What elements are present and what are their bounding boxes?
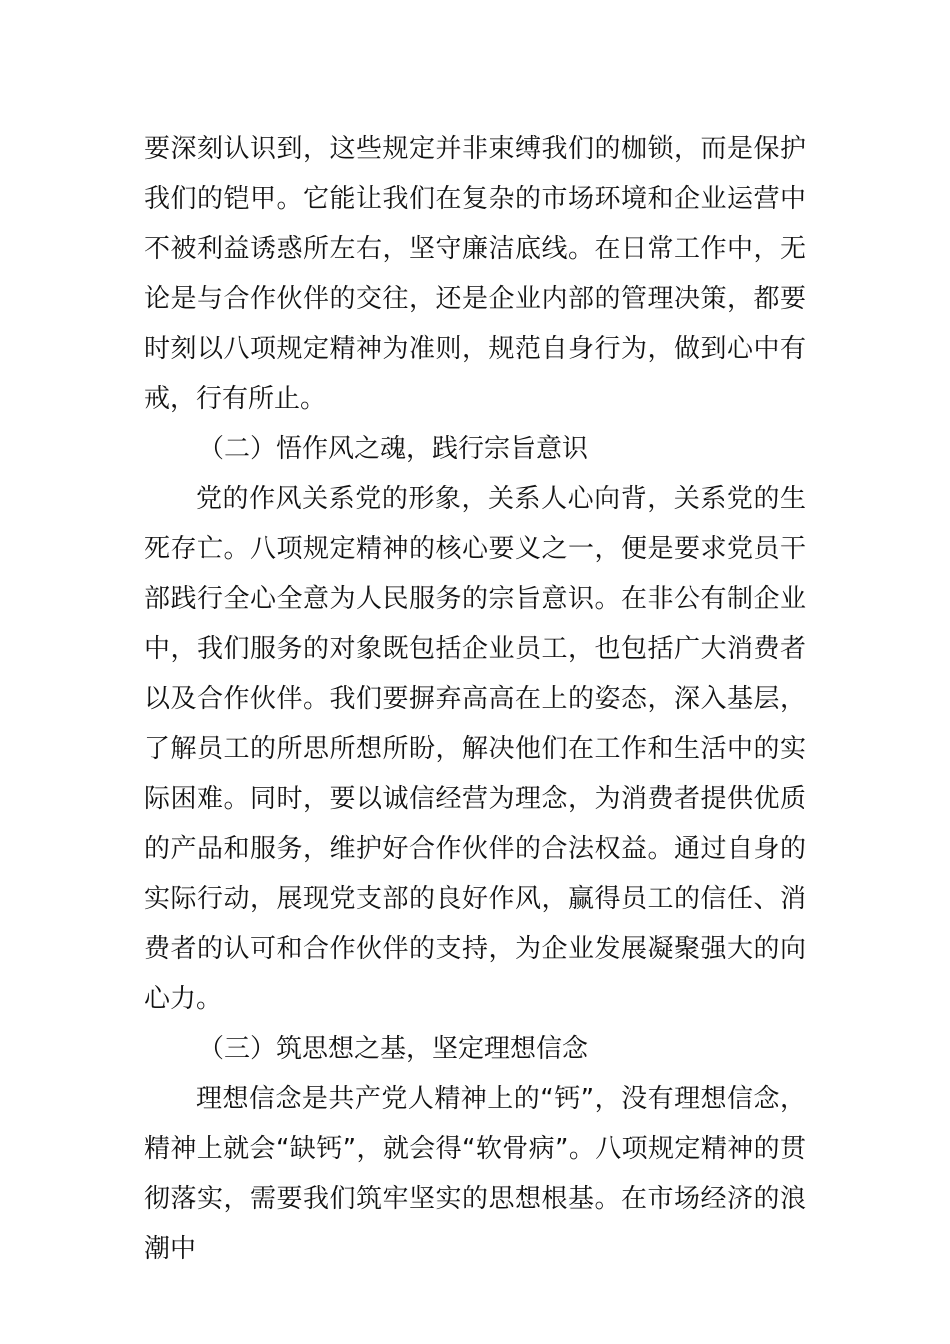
section-heading-3: （三）筑思想之基，坚定理想信念 (198, 1034, 589, 1064)
paragraph-work-style: 党的作风关系党的形象，关系人心向背，关系党的生死存亡。八项规定精神的核心要义之一，便是要求党员干部践行全心全意为人民服务的宗旨意识。在非公有制企业中，我们服务的对象既包括企业员工，也包括广大消费者以及合作伙伴。我们要摒弃高高在上的姿态，深入基层，了解员工的所思所想所盼，解决他们在工作和生活中的实际困难。同时，要以诚信经营为理念，为消费者提供优质的产品和服务，维护好合作伙伴的合法权益。通过自身的实际行动，展现党支部的良好作风，赢得员工的信任、消费者的认可和合作伙伴的支持，为企业发展凝聚强大的向心力。 (144, 484, 806, 1014)
paragraph-protection-armor: 要深刻认识到，这些规定并非束缚我们的枷锁，而是保护我们的铠甲。它能让我们在复杂的市场环境和企业运营中不被利益诱惑所左右，坚守廉洁底线。在日常工作中，无论是与合作伙伴的交往，还是企业内部的管理决策，都要时刻以八项规定精神为准则，规范自身行为，做到心中有戒，行有所止。 (144, 134, 806, 414)
document-body (144, 124, 806, 1274)
section-heading-2: （二）悟作风之魂，践行宗旨意识 (198, 434, 589, 464)
paragraph-ideals-beliefs: 理想信念是共产党人精神上的“钙”，没有理想信念，精神上就会“缺钙”，就会得“软骨病”。八项规定精神的贯彻落实，需要我们筑牢坚实的思想根基。在市场经济的浪潮中 (144, 1084, 806, 1264)
